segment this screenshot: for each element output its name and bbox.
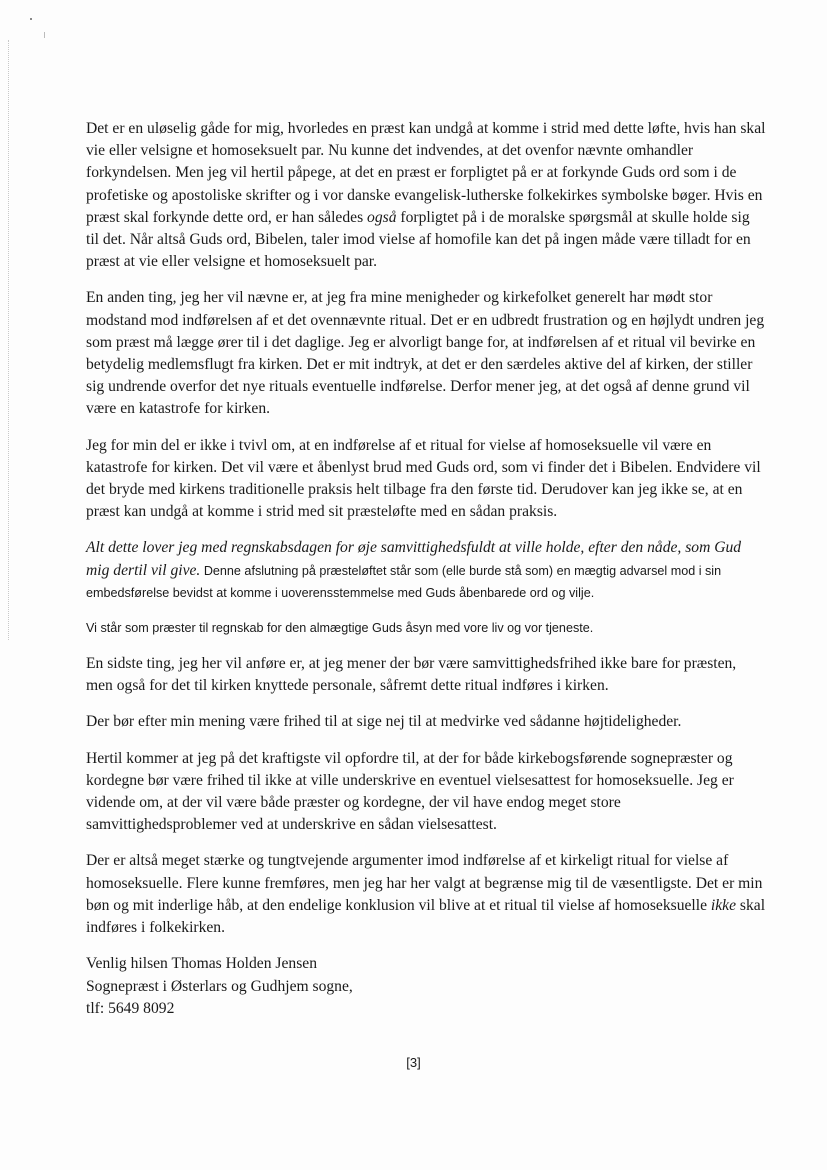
page-number: [3] (406, 1055, 421, 1070)
paragraph-6: En sidste ting, jeg her vil anføre er, at jeg mener der bør være samvittighedsfrihed ikke bare for præsten, men også for det til kirken knyttede personale, såfremt dette ritual indføres i kirken. (86, 655, 737, 695)
signature-phone: tlf: 5649 8092 (86, 999, 175, 1017)
emphasis-text: også (367, 208, 397, 226)
paragraph-7: Der bør efter min mening være frihed til at sige nej til at medvirke ved sådanne højtideligheder. (86, 713, 682, 731)
paragraph-9: Der er altså meget stærke og tungtvejende argumenter imod indførelse af et kirkeligt ritual for vielse af homoseksuelle. Flere kunne fremføres, men jeg har her valgt at begrænse mig til de væsentligste. Det er min bøn og mit inderlige håb, at den endelige konklusion vil blive at et ritual til vielse af homoseksuelle ikke skal indføres i folkekirken. (86, 852, 766, 937)
paragraph-4: Alt dette lover jeg med regnskabsdagen for øje samvittighedsfuldt at ville holde, efter den nåde, som Gud mig dertil vil give. Denne afslutning på præsteløftet står som (elle burde stå som) en mægtig advarsel mod i sin embedsførelse bevidst at komme i uoverensstemmelse med Guds åbenbarede ord og vilje. (86, 539, 742, 600)
letter-body (86, 118, 766, 1020)
signature-greeting: Venlig hilsen Thomas Holden Jensen (86, 955, 317, 973)
paragraph-8: Hertil kommer at jeg på det kraftigste vil opfordre til, at der for både kirkebogsførende sognepræster og kordegne bør være frihed til ikke at ville underskrive en eventuel vielsesattest for homoseksuelle. Jeg er vidende om, at der vil være både præster og kordegne, der vil have endog meget store samvittighedsproblemer ved at underskrive en sådan vielsesattest. (86, 749, 734, 834)
emphasis-text: ikke (710, 896, 737, 914)
paragraph-3: Jeg for min del er ikke i tvivl om, at en indførelse af et ritual for vielse af homoseksuelle vil være en katastrofe for kirken. Det vil være et åbenlyst brud med Guds ord, som vi finder det i Bibelen. Endvidere vil det bryde med kirkens traditionelle praksis helt tilbage fra den første tid. Derudover kan jeg ikke se, at en præst kan undgå at komme i strid med sit præsteløfte med en sådan praksis. (86, 436, 761, 521)
signature-title: Sognepræst i Østerlars og Gudhjem sogne, (86, 977, 353, 995)
signature-block (86, 953, 766, 1020)
paragraph-5: Vi står som præster til regnskab for den almægtige Guds åsyn med vore liv og vor tjeneste. (86, 621, 594, 636)
vow-quote: Alt dette lover jeg med regnskabsdagen for øje samvittighedsfuldt at ville holde, efter den nåde, som Gud mig dertil vil give. (86, 539, 742, 579)
paragraph-1: Det er en uløselig gåde for mig, hvorledes en præst kan undgå at komme i strid med dette løfte, hvis han skal vie eller velsigne et homoseksuelt par. Nu kunne det indvendes, at det ovenfor nævnte omhandler forkyndelsen. Men jeg vil hertil påpege, at det en præst er forpligtet på er at forkynde Guds ord som i de profetiske og apostoliske skrifter og i vor danske evangelisk-lutherske folkekirkes symbolske bøger. Hvis en præst skal forkynde dette ord, er han således også forpligtet på i de moralske spørgsmål at skulle holde sig til det. Når altså Guds ord, Bibelen, taler imod vielse af homofile kan det på ingen måde være tilladt for en præst at vie eller velsigne et homoseksuelt par. (86, 120, 766, 271)
paragraph-2: En anden ting, jeg her vil nævne er, at jeg fra mine menigheder og kirkefolket generelt har mødt stor modstand mod indførelsen af et det ovennævnte ritual. Det er en udbredt frustration og en højlydt undren jeg som præst må lægge ører til i det daglige. Jeg er alvorligt bange for, at indførelsen af et ritual vil bevirke en betydelig medlemsflugt fra kirken. Det er mit indtryk, at det er den særdeles aktive del af kirken, der stiller sig undrende overfor det nye rituals eventuelle indførelse. Derfor mener jeg, at det også af denne grund vil være en katastrofe for kirken. (86, 289, 765, 418)
scan-speck (44, 32, 45, 38)
scan-edge-line (8, 40, 9, 640)
scan-speck (30, 18, 32, 20)
